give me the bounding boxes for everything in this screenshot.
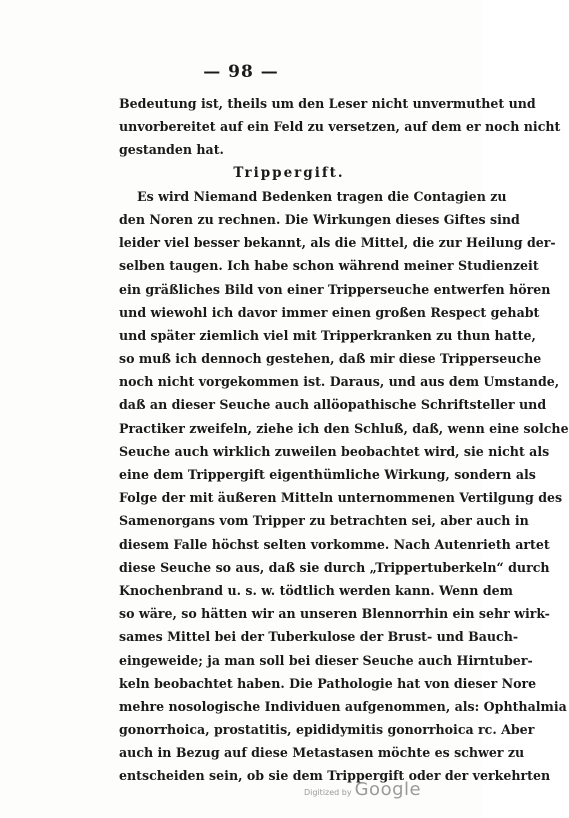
text-line: Practiker zweifeln, ziehe ich den Schluß, daß, wenn eine solche bbox=[119, 420, 569, 436]
section-heading: Trippergift. bbox=[233, 164, 345, 181]
text-line: diese Seuche so aus, daß sie durch „Trippertuberkeln“ durch bbox=[119, 559, 550, 575]
text-line: Seuche auch wirklich zuweilen beobachtet wird, sie nicht als bbox=[119, 443, 550, 459]
text-line: gestanden hat. bbox=[119, 142, 224, 158]
text-line: Es wird Niemand Bedenken tragen die Contagien zu bbox=[137, 188, 507, 204]
text-line: gonorrhoica, prostatitis, epididymitis gonorrhoica rc. Aber bbox=[119, 722, 535, 738]
body-text bbox=[119, 92, 569, 788]
text-line: ein gräßliches Bild von einer Tripperseuche entwerfen hören bbox=[119, 281, 551, 297]
text-line: und wiewohl ich davor immer einen großen Respect gehabt bbox=[119, 304, 540, 320]
text-line: und später ziemlich viel mit Tripperkranken zu thun hatte, bbox=[119, 327, 536, 343]
text-line: leider viel besser bekannt, als die Mittel, die zur Heilung der- bbox=[119, 235, 556, 251]
text-line: daß an dieser Seuche auch allöopathische Schriftsteller und bbox=[119, 397, 547, 413]
text-line: Bedeutung ist, theils um den Leser nicht unvermuthet und bbox=[119, 96, 536, 111]
text-line: Folge der mit äußeren Mitteln unternommenen Vertilgung des bbox=[119, 490, 563, 506]
text-line: diesem Falle höchst selten vorkomme. Nach Autenrieth artet bbox=[119, 536, 550, 552]
text-line: sames Mittel bei der Tuberkulose der Brust- und Bauch- bbox=[119, 629, 519, 645]
text-line: selben taugen. Ich habe schon während meiner Studienzeit bbox=[119, 258, 539, 274]
google-logo-text: Google bbox=[354, 779, 422, 800]
text-line: Knochenbrand u. s. w. tödtlich werden kann. Wenn dem bbox=[119, 582, 513, 598]
text-line: mehre nosologische Individuen aufgenommen, als: Ophthalmia bbox=[119, 698, 567, 714]
text-line: so muß ich dennoch gestehen, daß mir diese Tripperseuche bbox=[119, 351, 542, 367]
text-line: entscheiden sein, ob sie dem Trippergift oder der verkehrten bbox=[119, 768, 551, 784]
text-line: Samenorgans vom Tripper zu betrachten sei, aber auch in bbox=[119, 513, 529, 529]
text-line: eine dem Trippergift eigenthümliche Wirkung, sondern als bbox=[119, 467, 536, 482]
watermark-prefix: Digitized by bbox=[304, 788, 352, 797]
text-line: unvorbereitet auf ein Feld zu versetzen, auf dem er noch nicht bbox=[119, 119, 561, 135]
text-line: den Noren zu rechnen. Die Wirkungen dieses Giftes sind bbox=[119, 211, 520, 227]
text-line: keln beobachtet haben. Die Pathologie hat von dieser Nore bbox=[119, 675, 537, 691]
text-line: so wäre, so hätten wir an unseren Blennorrhin ein sehr wirk- bbox=[119, 606, 550, 622]
page-number: — 98 — bbox=[203, 62, 279, 82]
text-line: eingeweide; ja man soll bei dieser Seuche auch Hirntuber- bbox=[119, 652, 533, 668]
digitized-by-google-watermark bbox=[304, 779, 421, 800]
text-line: auch in Bezug auf diese Metastasen möchte es schwer zu bbox=[119, 745, 525, 761]
text-line: noch nicht vorgekommen ist. Daraus, und aus dem Umstande, bbox=[119, 374, 560, 390]
